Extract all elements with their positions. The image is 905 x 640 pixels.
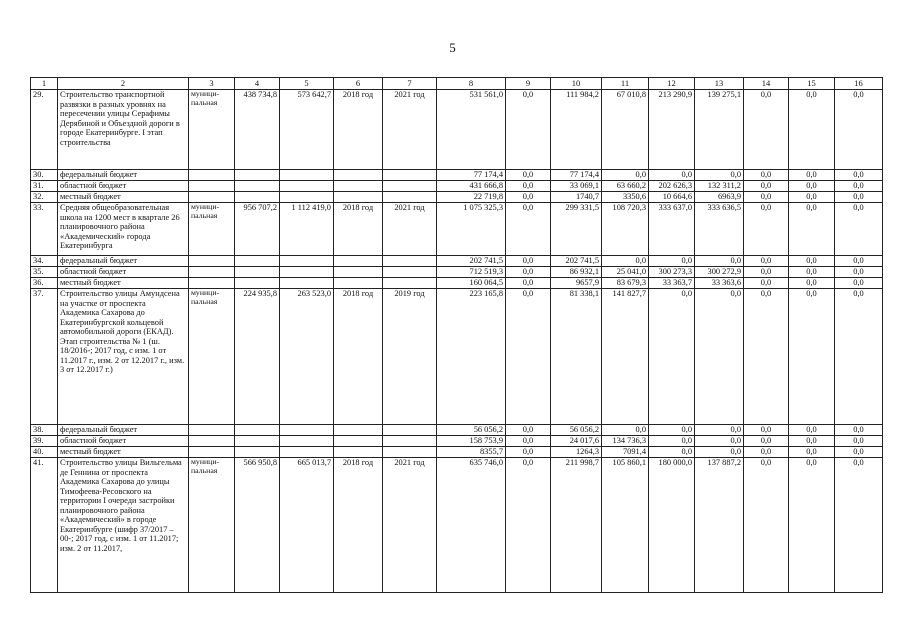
cell-c13: 33 363,6 bbox=[695, 278, 744, 289]
cell-c8: 158 753,9 bbox=[437, 436, 506, 447]
cell-name: областной бюджет bbox=[58, 436, 189, 447]
cell-c7 bbox=[383, 267, 437, 278]
cell-c8: 77 174,4 bbox=[437, 170, 506, 181]
cell-c13: 139 275,1 bbox=[695, 90, 744, 170]
cell-c8: 431 666,8 bbox=[437, 181, 506, 192]
cell-c16: 0,0 bbox=[835, 256, 883, 267]
cell-c12: 180 000,0 bbox=[649, 458, 695, 593]
table-row bbox=[31, 425, 883, 436]
cell-name: областной бюджет bbox=[58, 267, 189, 278]
cell-c4 bbox=[235, 425, 280, 436]
cell-exec: муници-пальная bbox=[189, 90, 235, 170]
cell-n: 35. bbox=[31, 267, 58, 278]
cell-c6 bbox=[334, 278, 383, 289]
cell-c11: 0,0 bbox=[602, 256, 649, 267]
cell-c12: 213 290,9 bbox=[649, 90, 695, 170]
cell-c6 bbox=[334, 447, 383, 458]
cell-c15: 0,0 bbox=[789, 278, 835, 289]
cell-c12: 0,0 bbox=[649, 289, 695, 425]
cell-c4: 566 950,8 bbox=[235, 458, 280, 593]
cell-name: местный бюджет bbox=[58, 192, 189, 203]
cell-c4: 438 734,8 bbox=[235, 90, 280, 170]
cell-c15: 0,0 bbox=[789, 192, 835, 203]
cell-c14: 0,0 bbox=[744, 436, 789, 447]
header-cell: 6 bbox=[334, 78, 383, 90]
cell-n: 40. bbox=[31, 447, 58, 458]
cell-c15: 0,0 bbox=[789, 181, 835, 192]
cell-c8: 531 561,0 bbox=[437, 90, 506, 170]
cell-name: Строительство улицы Амундсена на участке от проспекта Академика Сахарова до Екатеринбургской кольцевой автомобильной дороги (ЕКАД). Этап строительства № 1 (ш. 18/2016-; 2017 год, с изм. 1 от 11.2017 г., изм. 2 от 12.2017 г., изм. 3 от 12.2017 г.) bbox=[58, 289, 189, 425]
cell-name: Строительство улицы Вильгельма де Геннина от проспекта Академика Сахарова до улицы Тимофеева-Ресовского на территории I очереди застройки планировочного района «Академический» в городе Екатеринбурге (шифр 37/2017 – 00-; 2017 год, с изм. 1 от 11.2017; изм. 2 от 11.2017, bbox=[58, 458, 189, 593]
cell-c8: 712 519,3 bbox=[437, 267, 506, 278]
cell-exec bbox=[189, 278, 235, 289]
cell-c4: 224 935,8 bbox=[235, 289, 280, 425]
cell-c15: 0,0 bbox=[789, 170, 835, 181]
cell-c13: 0,0 bbox=[695, 436, 744, 447]
cell-n: 30. bbox=[31, 170, 58, 181]
cell-c16: 0,0 bbox=[835, 90, 883, 170]
cell-c11: 3350,6 bbox=[602, 192, 649, 203]
table-row bbox=[31, 267, 883, 278]
cell-c13: 137 887,2 bbox=[695, 458, 744, 593]
table-row bbox=[31, 458, 883, 593]
table-row bbox=[31, 181, 883, 192]
cell-c10: 81 338,1 bbox=[551, 289, 602, 425]
cell-name: федеральный бюджет bbox=[58, 170, 189, 181]
header-cell: 14 bbox=[744, 78, 789, 90]
cell-c16: 0,0 bbox=[835, 458, 883, 593]
header-cell: 9 bbox=[506, 78, 551, 90]
cell-exec: муници-пальная bbox=[189, 458, 235, 593]
cell-c14: 0,0 bbox=[744, 458, 789, 593]
table-row bbox=[31, 447, 883, 458]
cell-c7 bbox=[383, 447, 437, 458]
cell-c12: 202 626,3 bbox=[649, 181, 695, 192]
cell-c15: 0,0 bbox=[789, 90, 835, 170]
cell-exec bbox=[189, 170, 235, 181]
cell-c9: 0,0 bbox=[506, 289, 551, 425]
cell-c9: 0,0 bbox=[506, 192, 551, 203]
page-number: 5 bbox=[449, 40, 456, 55]
cell-c5 bbox=[280, 436, 334, 447]
cell-c10: 86 932,1 bbox=[551, 267, 602, 278]
cell-c9: 0,0 bbox=[506, 267, 551, 278]
cell-c4 bbox=[235, 278, 280, 289]
cell-n: 33. bbox=[31, 203, 58, 256]
cell-exec bbox=[189, 256, 235, 267]
cell-c8: 635 746,0 bbox=[437, 458, 506, 593]
cell-c8: 56 056,2 bbox=[437, 425, 506, 436]
cell-c7 bbox=[383, 181, 437, 192]
cell-c11: 108 720,3 bbox=[602, 203, 649, 256]
cell-c15: 0,0 bbox=[789, 436, 835, 447]
cell-c6 bbox=[334, 181, 383, 192]
cell-c10: 111 984,2 bbox=[551, 90, 602, 170]
cell-c9: 0,0 bbox=[506, 170, 551, 181]
header-cell: 10 bbox=[551, 78, 602, 90]
cell-c16: 0,0 bbox=[835, 181, 883, 192]
cell-c15: 0,0 bbox=[789, 425, 835, 436]
cell-n: 41. bbox=[31, 458, 58, 593]
table-row bbox=[31, 203, 883, 256]
cell-c6: 2018 год bbox=[334, 458, 383, 593]
cell-c4: 956 707,2 bbox=[235, 203, 280, 256]
table-row bbox=[31, 289, 883, 425]
cell-c5 bbox=[280, 425, 334, 436]
cell-c16: 0,0 bbox=[835, 192, 883, 203]
cell-c12: 10 664,6 bbox=[649, 192, 695, 203]
cell-exec bbox=[189, 436, 235, 447]
cell-c10: 299 331,5 bbox=[551, 203, 602, 256]
budget-table bbox=[30, 77, 883, 593]
cell-c8: 223 165,8 bbox=[437, 289, 506, 425]
cell-c6 bbox=[334, 192, 383, 203]
cell-c4 bbox=[235, 267, 280, 278]
cell-c9: 0,0 bbox=[506, 181, 551, 192]
cell-c9: 0,0 bbox=[506, 256, 551, 267]
cell-n: 38. bbox=[31, 425, 58, 436]
cell-c11: 0,0 bbox=[602, 425, 649, 436]
cell-c12: 333 637,0 bbox=[649, 203, 695, 256]
cell-n: 31. bbox=[31, 181, 58, 192]
cell-c10: 24 017,6 bbox=[551, 436, 602, 447]
header-cell: 1 bbox=[31, 78, 58, 90]
cell-c16: 0,0 bbox=[835, 267, 883, 278]
cell-n: 34. bbox=[31, 256, 58, 267]
header-row bbox=[31, 78, 883, 90]
cell-c10: 56 056,2 bbox=[551, 425, 602, 436]
cell-c16: 0,0 bbox=[835, 170, 883, 181]
cell-c16: 0,0 bbox=[835, 289, 883, 425]
cell-c14: 0,0 bbox=[744, 425, 789, 436]
cell-c13: 132 311,2 bbox=[695, 181, 744, 192]
cell-exec bbox=[189, 181, 235, 192]
header-cell: 3 bbox=[189, 78, 235, 90]
cell-n: 37. bbox=[31, 289, 58, 425]
cell-c13: 0,0 bbox=[695, 289, 744, 425]
cell-c11: 67 010,8 bbox=[602, 90, 649, 170]
cell-c12: 0,0 bbox=[649, 256, 695, 267]
cell-c15: 0,0 bbox=[789, 256, 835, 267]
cell-c12: 0,0 bbox=[649, 425, 695, 436]
header-cell: 12 bbox=[649, 78, 695, 90]
cell-c14: 0,0 bbox=[744, 170, 789, 181]
cell-n: 32. bbox=[31, 192, 58, 203]
cell-c5 bbox=[280, 256, 334, 267]
cell-c5 bbox=[280, 181, 334, 192]
cell-c7 bbox=[383, 278, 437, 289]
table-row bbox=[31, 192, 883, 203]
cell-exec bbox=[189, 425, 235, 436]
cell-c6 bbox=[334, 170, 383, 181]
cell-c6 bbox=[334, 436, 383, 447]
cell-c13: 333 636,5 bbox=[695, 203, 744, 256]
header-cell: 4 bbox=[235, 78, 280, 90]
cell-c7: 2019 год bbox=[383, 289, 437, 425]
cell-c5 bbox=[280, 170, 334, 181]
cell-c15: 0,0 bbox=[789, 447, 835, 458]
cell-c13: 0,0 bbox=[695, 256, 744, 267]
cell-c8: 8355,7 bbox=[437, 447, 506, 458]
cell-c9: 0,0 bbox=[506, 436, 551, 447]
cell-c16: 0,0 bbox=[835, 447, 883, 458]
cell-name: федеральный бюджет bbox=[58, 256, 189, 267]
cell-c10: 77 174,4 bbox=[551, 170, 602, 181]
cell-c9: 0,0 bbox=[506, 447, 551, 458]
cell-n: 29. bbox=[31, 90, 58, 170]
table-row bbox=[31, 256, 883, 267]
header-cell: 7 bbox=[383, 78, 437, 90]
cell-c11: 141 827,7 bbox=[602, 289, 649, 425]
cell-name: федеральный бюджет bbox=[58, 425, 189, 436]
cell-exec: муници-пальная bbox=[189, 289, 235, 425]
cell-c5 bbox=[280, 267, 334, 278]
cell-c13: 0,0 bbox=[695, 447, 744, 458]
cell-c11: 63 660,2 bbox=[602, 181, 649, 192]
cell-c7: 2021 год bbox=[383, 90, 437, 170]
cell-c13: 0,0 bbox=[695, 425, 744, 436]
cell-c16: 0,0 bbox=[835, 436, 883, 447]
cell-c14: 0,0 bbox=[744, 192, 789, 203]
cell-c7 bbox=[383, 192, 437, 203]
cell-c10: 1264,3 bbox=[551, 447, 602, 458]
cell-name: Строительство транспортной развязки в разных уровнях на пересечении улицы Серафимы Дерябиной и Объездной дороги в городе Екатеринбурге. I этап строительства bbox=[58, 90, 189, 170]
cell-c15: 0,0 bbox=[789, 458, 835, 593]
cell-c11: 25 041,0 bbox=[602, 267, 649, 278]
cell-c13: 0,0 bbox=[695, 170, 744, 181]
cell-c14: 0,0 bbox=[744, 256, 789, 267]
cell-c8: 1 075 325,3 bbox=[437, 203, 506, 256]
cell-n: 36. bbox=[31, 278, 58, 289]
cell-name: местный бюджет bbox=[58, 278, 189, 289]
table-row bbox=[31, 436, 883, 447]
cell-c7 bbox=[383, 170, 437, 181]
cell-c4 bbox=[235, 447, 280, 458]
cell-c8: 22 719,8 bbox=[437, 192, 506, 203]
cell-c12: 33 363,7 bbox=[649, 278, 695, 289]
cell-c5: 1 112 419,0 bbox=[280, 203, 334, 256]
table-row bbox=[31, 278, 883, 289]
header-cell: 16 bbox=[835, 78, 883, 90]
header-cell: 5 bbox=[280, 78, 334, 90]
cell-c14: 0,0 bbox=[744, 267, 789, 278]
cell-c13: 6963,9 bbox=[695, 192, 744, 203]
cell-c16: 0,0 bbox=[835, 278, 883, 289]
cell-c11: 7091,4 bbox=[602, 447, 649, 458]
cell-c11: 83 679,3 bbox=[602, 278, 649, 289]
cell-c15: 0,0 bbox=[789, 289, 835, 425]
cell-c10: 33 069,1 bbox=[551, 181, 602, 192]
cell-c6: 2018 год bbox=[334, 203, 383, 256]
cell-c6 bbox=[334, 267, 383, 278]
cell-c12: 0,0 bbox=[649, 447, 695, 458]
cell-c5: 263 523,0 bbox=[280, 289, 334, 425]
header-cell: 13 bbox=[695, 78, 744, 90]
header-cell: 15 bbox=[789, 78, 835, 90]
cell-c5 bbox=[280, 192, 334, 203]
cell-exec bbox=[189, 267, 235, 278]
header-cell: 8 bbox=[437, 78, 506, 90]
table-row bbox=[31, 90, 883, 170]
cell-c6 bbox=[334, 425, 383, 436]
cell-c6: 2018 год bbox=[334, 289, 383, 425]
cell-c14: 0,0 bbox=[744, 278, 789, 289]
cell-exec bbox=[189, 192, 235, 203]
cell-c7: 2021 год bbox=[383, 458, 437, 593]
cell-name: местный бюджет bbox=[58, 447, 189, 458]
cell-c14: 0,0 bbox=[744, 203, 789, 256]
cell-name: Средняя общеобразовательная школа на 1200 мест в квартале 26 планировочного района «Академический» города Екатеринбурга bbox=[58, 203, 189, 256]
cell-n: 39. bbox=[31, 436, 58, 447]
cell-c4 bbox=[235, 192, 280, 203]
cell-c14: 0,0 bbox=[744, 90, 789, 170]
cell-c7 bbox=[383, 256, 437, 267]
cell-c14: 0,0 bbox=[744, 181, 789, 192]
cell-c14: 0,0 bbox=[744, 447, 789, 458]
cell-c13: 300 272,9 bbox=[695, 267, 744, 278]
cell-c4 bbox=[235, 436, 280, 447]
cell-c10: 9657,9 bbox=[551, 278, 602, 289]
cell-c11: 0,0 bbox=[602, 170, 649, 181]
cell-c9: 0,0 bbox=[506, 425, 551, 436]
cell-c4 bbox=[235, 256, 280, 267]
cell-c9: 0,0 bbox=[506, 458, 551, 593]
header-cell: 2 bbox=[58, 78, 189, 90]
cell-name: областной бюджет bbox=[58, 181, 189, 192]
cell-c10: 1740,7 bbox=[551, 192, 602, 203]
cell-c15: 0,0 bbox=[789, 267, 835, 278]
cell-c8: 202 741,5 bbox=[437, 256, 506, 267]
cell-c7: 2021 год bbox=[383, 203, 437, 256]
cell-c15: 0,0 bbox=[789, 203, 835, 256]
cell-c14: 0,0 bbox=[744, 289, 789, 425]
cell-c5 bbox=[280, 447, 334, 458]
cell-c5: 665 013,7 bbox=[280, 458, 334, 593]
header-cell: 11 bbox=[602, 78, 649, 90]
cell-c10: 202 741,5 bbox=[551, 256, 602, 267]
cell-c5 bbox=[280, 278, 334, 289]
cell-c8: 160 064,5 bbox=[437, 278, 506, 289]
cell-c16: 0,0 bbox=[835, 203, 883, 256]
cell-c9: 0,0 bbox=[506, 203, 551, 256]
cell-c16: 0,0 bbox=[835, 425, 883, 436]
cell-c6: 2018 год bbox=[334, 90, 383, 170]
table-row bbox=[31, 170, 883, 181]
cell-c9: 0,0 bbox=[506, 90, 551, 170]
cell-c12: 0,0 bbox=[649, 170, 695, 181]
cell-c11: 134 736,3 bbox=[602, 436, 649, 447]
cell-c9: 0,0 bbox=[506, 278, 551, 289]
cell-c12: 0,0 bbox=[649, 436, 695, 447]
cell-c7 bbox=[383, 425, 437, 436]
cell-c11: 105 860,1 bbox=[602, 458, 649, 593]
cell-c10: 211 998,7 bbox=[551, 458, 602, 593]
cell-c12: 300 273,3 bbox=[649, 267, 695, 278]
cell-c5: 573 642,7 bbox=[280, 90, 334, 170]
cell-c7 bbox=[383, 436, 437, 447]
cell-exec bbox=[189, 447, 235, 458]
cell-exec: муници-пальная bbox=[189, 203, 235, 256]
cell-c6 bbox=[334, 256, 383, 267]
cell-c4 bbox=[235, 181, 280, 192]
cell-c4 bbox=[235, 170, 280, 181]
